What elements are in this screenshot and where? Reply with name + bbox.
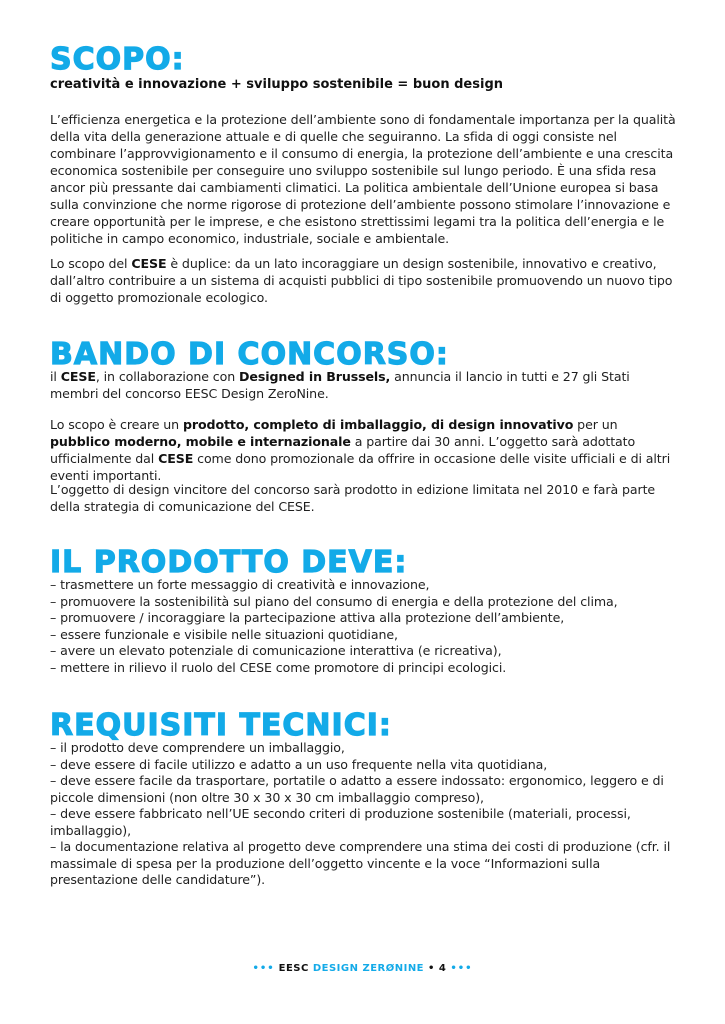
requisiti-list: [50, 740, 690, 889]
list-item: – promuovere / incoraggiare la partecipazione attiva alla protezione dell’ambiente,: [50, 610, 565, 625]
list-item: – essere funzionale e visibile nelle situazioni quotidiane,: [50, 626, 398, 642]
bando-paragraph-3: L’oggetto di design vincitore del concorso sarà prodotto in edizione limitata nel 2010 e farà parte della strategia di comunicazione del CESE.: [50, 482, 656, 514]
list-item: – avere un elevato potenziale di comunicazione interattiva (e ricreativa),: [50, 643, 502, 658]
scopo-paragraph-1: L’efficienza energetica e la protezione dell’ambiente sono di fondamentale importanza per la qualità della vita della generazione attuale e di quelle che seguiranno. La sfida di oggi consiste nel combinare l’approvvigionamento e il consumo di energia, la protezione dell’ambiente e una crescita economica sostenibile per conseguire uno sviluppo sostenibile sul lungo periodo. È una sfida resa ancor più pressante dai cambiamenti climatici. La politica ambientale dell’Unione europea si basa sulla convinzione che norme rigorose di protezione dell’ambiente possono stimolare l’innovazione e creare opportunità per le imprese, e che esistono strettissimi legami tra la politica dell’energia e le politiche in campo economico, industriale, sociale e ambientale.: [50, 112, 676, 246]
heading-scopo: SCOPO:: [50, 42, 185, 77]
scopo-subtitle: creatività e innovazione + sviluppo sostenibile = buon design: [50, 77, 504, 92]
list-item: – deve essere di facile utilizzo e adatto a un uso frequente nella vita quotidiana,: [50, 756, 548, 772]
list-item: – promuovere la sostenibilità sul piano del consumo di energia e della protezione del clima,: [50, 593, 618, 609]
bando-paragraph-1: il CESE, in collaborazione con Designed in Brussels, annuncia il lancio in tutti e 27 gli Stati membri del concorso EESC Design ZeroNine.: [50, 369, 630, 401]
bando-paragraph-2: Lo scopo è creare un prodotto, completo di imballaggio, di design innovativo per un pubblico moderno, mobile e internazionale a partire dai 30 anni. L’oggetto sarà adottato ufficialmente dal CESE come dono promozionale da offrire in occasione delle visite ufficiali e di altri eventi importanti.: [50, 417, 671, 483]
list-item: – mettere in rilievo il ruolo del CESE come promotore di principi ecologici.: [50, 659, 507, 675]
footer-title: DESIGN ZERØNINE: [312, 963, 425, 974]
list-item: – deve essere facile da trasportare, portatile o adatto a essere indossato: ergonomico, leggero e di piccole dimensioni (non oltre 30 x 30 x 30 cm imballaggio compreso),: [50, 773, 664, 805]
heading-bando: BANDO DI CONCORSO:: [50, 337, 449, 372]
list-item: – trasmettere un forte messaggio di creatività e innovazione,: [50, 577, 430, 592]
scopo-paragraph-2: Lo scopo del CESE è duplice: da un lato incoraggiare un design sostenibile, innovativo e creativo, dall’altro contribuire a un sistema di acquisti pubblici di tipo sostenibile promuovendo un nuovo tipo di oggetto promozionale ecologico.: [50, 256, 673, 305]
page-number: 4: [438, 963, 447, 974]
footer-dots-right: •••: [450, 963, 473, 974]
heading-requisiti: REQUISITI TECNICI:: [50, 708, 392, 743]
heading-prodotto: IL PRODOTTO DEVE:: [50, 545, 408, 580]
page-footer: [0, 963, 725, 974]
prodotto-list: [50, 577, 690, 676]
footer-brand: EESC: [278, 963, 309, 974]
footer-dots-left: •••: [252, 963, 275, 974]
list-item: – la documentazione relativa al progetto deve comprendere una stima dei costi di produzione (cfr. il massimale di spesa per la produzione dell’oggetto vincente e la voce “Informazioni sulla presentazione delle candidature”).: [50, 839, 671, 887]
footer-separator: •: [428, 963, 435, 974]
list-item: – il prodotto deve comprendere un imballaggio,: [50, 740, 345, 755]
list-item: – deve essere fabbricato nell’UE secondo criteri di produzione sostenibile (materiali, processi, imballaggio),: [50, 806, 631, 838]
